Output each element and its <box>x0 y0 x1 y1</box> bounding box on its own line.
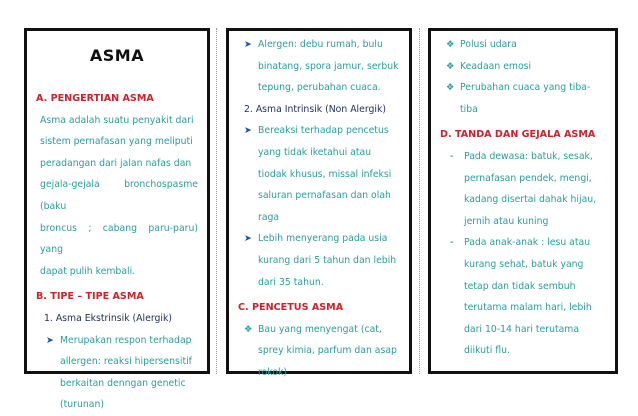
arrow-bullet-icon: ➤ <box>244 125 252 137</box>
heading-tipe: B. TIPE – TIPE ASMA <box>36 291 144 303</box>
heading-pengertian: A. PENGERTIAN ASMA <box>36 93 154 104</box>
diamond-bullet-icon: ❖ <box>244 323 253 335</box>
type-ekstrinsik: 1. Asma Ekstrinsik (Alergik) <box>44 312 172 324</box>
paragraph-definition: Asma adalah suatu penyakit dari sistem pernafasan yang meliputi peradangan dari jalan nafas dan gejala-gejala bronchospasme (baku broncus ; cabang paru-paru) yang dapat pulih kembali. <box>40 114 198 277</box>
type-intrinsik: 2. Asma Intrinsik (Non Alergik) <box>244 103 387 115</box>
list-item: ➤ Bereaksi terhadap pencetus yang tidak iketahui atau tiodak khusus, missal infeksi saluran pernafasan dan olah raga <box>238 120 400 228</box>
diamond-bullet-icon: ❖ <box>446 60 455 72</box>
fold-line-2 <box>419 28 420 374</box>
list-item: - Pada dewasa: batuk, sesak, pernafasan pendek, mengi, kadang disertai dahak hijau, jernih atau kuning <box>440 146 606 232</box>
list-item: ❖ Keadaan emosi <box>440 56 606 78</box>
dash-bullet-icon: - <box>450 237 454 249</box>
panel-3 <box>428 28 618 374</box>
list-item: ❖ Bau yang menyengat (cat, sprey kimia, parfum dan asap rokok) <box>238 319 400 384</box>
heading-pencetus: C. PENCETUS ASMA <box>238 302 344 314</box>
arrow-bullet-icon: ➤ <box>46 334 54 346</box>
fold-line-1 <box>216 28 217 374</box>
list-item: ➤ Alergen: debu rumah, bulu binatang, spora jamur, serbuk tepung, perubahan cuaca. <box>238 34 400 99</box>
list-item: ❖ Polusi udara <box>440 34 606 56</box>
list-item: ➤ Lebih menyerang pada usia kurang dari 5 tahun dan lebih dari 35 tahun. <box>238 228 400 293</box>
diamond-bullet-icon: ❖ <box>446 82 455 94</box>
document-title: ASMA <box>89 46 145 65</box>
arrow-bullet-icon: ➤ <box>244 233 252 245</box>
heading-tanda-gejala: D. TANDA DAN GEJALA ASMA <box>440 129 596 141</box>
list-item: ❖ Perubahan cuaca yang tiba- tiba <box>440 77 606 120</box>
list-item: - Pada anak-anak : lesu atau kurang sehat, batuk yang tetap dan tidak sembuh terutama malam hari, lebih dari 10-14 hari terutama diikuti flu. <box>440 232 606 362</box>
panel-2 <box>226 28 412 378</box>
list-item: ➤ Merupakan respon terhadap allergen: reaksi hipersensitif berkaitan denngan genetic (turunan) <box>36 330 198 416</box>
panel-1 <box>24 28 210 411</box>
arrow-bullet-icon: ➤ <box>244 39 252 50</box>
dash-bullet-icon: - <box>450 150 454 162</box>
diamond-bullet-icon: ❖ <box>446 39 455 50</box>
